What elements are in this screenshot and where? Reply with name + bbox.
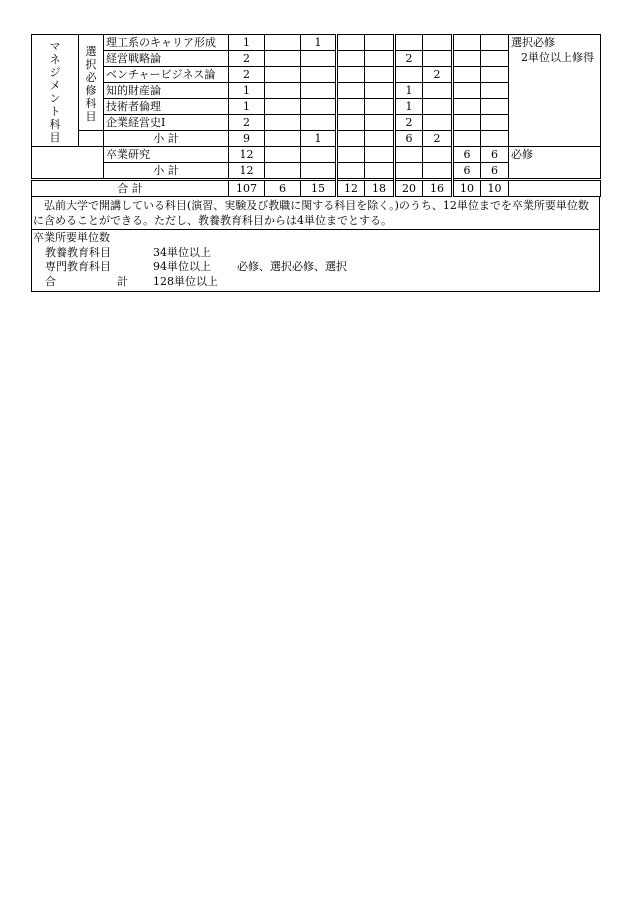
semester-cell — [337, 131, 365, 147]
semester-cell — [365, 115, 395, 131]
semester-cell: 1 — [395, 83, 423, 99]
credits: 107 — [229, 180, 265, 197]
transfer-credit-paragraph: 弘前大学で開講している科目(演習、実験及び教職に関する科目を除く。)のうち、12単位までを卒業所要単位数に含めることができる。ただし、教養教育科目からは4単位までとする。 — [31, 197, 600, 230]
semester-cell — [337, 115, 365, 131]
semester-cell: 6 — [481, 163, 509, 180]
empty-category-cell — [32, 147, 104, 180]
semester-cell — [265, 51, 301, 67]
semester-cell: 1 — [395, 99, 423, 115]
credits: 2 — [229, 115, 265, 131]
requirement-total-label — [33, 275, 153, 290]
semester-cell — [337, 99, 365, 115]
note-elective-line2: 2単位以上修得 — [521, 51, 594, 64]
requirement-value: 34単位以上 — [153, 245, 211, 259]
semester-cell — [265, 99, 301, 115]
subject-name: 企業経営史Ⅰ — [104, 115, 229, 131]
semester-cell: 6 — [453, 147, 481, 163]
credits: 1 — [229, 83, 265, 99]
semester-cell — [453, 131, 481, 147]
semester-cell — [337, 35, 365, 51]
group-label-cell: 選 択 必 修 科 目 — [79, 35, 104, 131]
semester-cell — [265, 131, 301, 147]
semester-cell: 12 — [337, 180, 365, 197]
subject-name: 経営戦略論 — [104, 51, 229, 67]
subject-name: 理工系のキャリア形成 — [104, 35, 229, 51]
semester-cell: 2 — [395, 51, 423, 67]
total-row — [32, 180, 601, 197]
semester-cell — [265, 67, 301, 83]
semester-cell — [481, 131, 509, 147]
semester-cell — [481, 83, 509, 99]
semester-cell — [423, 163, 453, 180]
credits: 1 — [229, 35, 265, 51]
semester-cell — [365, 131, 395, 147]
semester-cell: 6 — [453, 163, 481, 180]
requirement-note: 必修、選択必修、選択 — [237, 260, 347, 273]
note-required: 必修 — [509, 147, 601, 180]
requirement-label: 教養教育科目 — [45, 245, 111, 259]
group-label-spacer — [79, 131, 104, 147]
semester-cell — [481, 35, 509, 51]
semester-cell — [395, 35, 423, 51]
subject-name: 技術者倫理 — [104, 99, 229, 115]
semester-cell — [423, 35, 453, 51]
semester-cell: 2 — [423, 67, 453, 83]
credits: 2 — [229, 51, 265, 67]
semester-cell — [301, 51, 337, 67]
semester-cell — [365, 99, 395, 115]
semester-cell: 1 — [301, 35, 337, 51]
semester-cell — [365, 51, 395, 67]
semester-cell: 15 — [301, 180, 337, 197]
semester-cell — [337, 163, 365, 180]
note-elective-line1: 選択必修 — [511, 36, 555, 49]
semester-cell — [453, 115, 481, 131]
semester-cell — [365, 147, 395, 163]
semester-cell — [395, 163, 423, 180]
note-elective — [509, 35, 601, 147]
total-label: 合 計 — [32, 180, 229, 197]
graduation-requirements — [31, 230, 600, 292]
curriculum-table — [31, 34, 601, 197]
semester-cell: 10 — [453, 180, 481, 197]
subject-name: 卒業研究 — [104, 147, 229, 163]
semester-cell — [337, 67, 365, 83]
credits: 2 — [229, 67, 265, 83]
semester-cell — [453, 51, 481, 67]
semester-cell — [337, 83, 365, 99]
requirement-row — [33, 246, 599, 261]
semester-cell — [265, 163, 301, 180]
subject-name: ベンチャービジネス論 — [104, 67, 229, 83]
credits: 12 — [229, 147, 265, 163]
semester-cell — [423, 115, 453, 131]
semester-cell — [423, 83, 453, 99]
semester-cell — [337, 51, 365, 67]
credits: 12 — [229, 163, 265, 180]
semester-cell — [265, 147, 301, 163]
subject-name: 知的財産論 — [104, 83, 229, 99]
semester-cell — [301, 83, 337, 99]
semester-cell — [365, 83, 395, 99]
semester-cell — [265, 35, 301, 51]
requirement-label: 専門教育科目 — [45, 260, 111, 273]
requirement-row — [33, 260, 599, 275]
semester-cell — [423, 51, 453, 67]
semester-cell — [481, 67, 509, 83]
requirements-heading: 卒業所要単位数 — [33, 231, 110, 244]
requirement-total-row — [33, 275, 599, 290]
table-row — [32, 35, 601, 51]
semester-cell — [301, 147, 337, 163]
semester-cell: 2 — [423, 131, 453, 147]
semester-cell — [395, 67, 423, 83]
semester-cell — [265, 83, 301, 99]
curriculum-sheet — [31, 34, 600, 292]
subtotal-label: 小 計 — [104, 131, 229, 147]
semester-cell: 6 — [395, 131, 423, 147]
semester-cell — [423, 99, 453, 115]
semester-cell — [337, 147, 365, 163]
requirement-value: 94単位以上 — [153, 260, 211, 273]
semester-cell — [365, 67, 395, 83]
table-row — [32, 147, 601, 163]
semester-cell — [481, 51, 509, 67]
semester-cell — [301, 115, 337, 131]
semester-cell — [453, 99, 481, 115]
semester-cell — [481, 115, 509, 131]
semester-cell: 10 — [481, 180, 509, 197]
semester-cell: 1 — [301, 131, 337, 147]
credits: 9 — [229, 131, 265, 147]
semester-cell — [453, 67, 481, 83]
semester-cell — [453, 83, 481, 99]
semester-cell — [395, 147, 423, 163]
semester-cell — [265, 115, 301, 131]
semester-cell — [301, 99, 337, 115]
semester-cell — [365, 35, 395, 51]
credits: 1 — [229, 99, 265, 115]
semester-cell: 6 — [481, 147, 509, 163]
semester-cell — [301, 163, 337, 180]
total-label-part-a: 合 — [45, 274, 56, 288]
semester-cell: 16 — [423, 180, 453, 197]
category-label-cell: マ ネ ジ メ ン ト 科 目 — [32, 35, 79, 147]
semester-cell — [423, 147, 453, 163]
semester-cell — [481, 99, 509, 115]
total-note-cell — [509, 180, 601, 197]
semester-cell — [301, 67, 337, 83]
semester-cell: 2 — [395, 115, 423, 131]
semester-cell — [453, 35, 481, 51]
semester-cell: 6 — [265, 180, 301, 197]
semester-cell — [365, 163, 395, 180]
total-label-part-b: 計 — [117, 274, 128, 288]
semester-cell: 18 — [365, 180, 395, 197]
requirement-total-value: 128単位以上 — [153, 274, 218, 288]
subtotal-label: 小 計 — [104, 163, 229, 180]
semester-cell: 20 — [395, 180, 423, 197]
